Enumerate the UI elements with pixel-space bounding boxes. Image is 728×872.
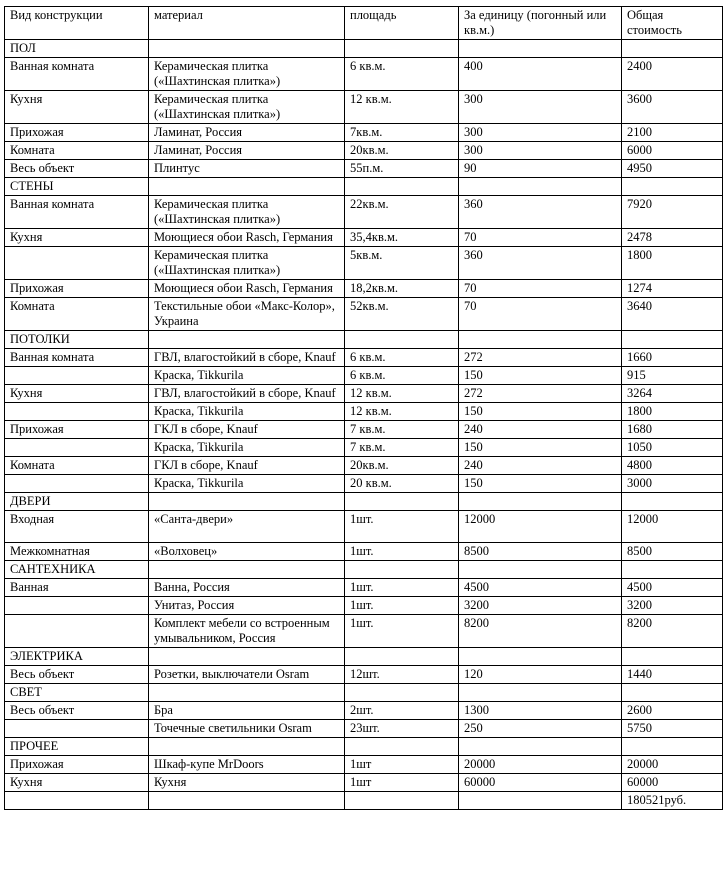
cell-total-cost: 1440 xyxy=(622,666,723,684)
cell-construction-type: Кухня xyxy=(5,774,149,792)
cell-area: 1шт. xyxy=(345,579,459,597)
section-title: ПОТОЛКИ xyxy=(5,331,149,349)
cell-unit-price: 12000 xyxy=(459,511,622,543)
empty-cell xyxy=(345,738,459,756)
empty-cell xyxy=(459,331,622,349)
cell-area: 7 кв.м. xyxy=(345,421,459,439)
cell-total-cost: 4950 xyxy=(622,160,723,178)
cell-unit-price: 4500 xyxy=(459,579,622,597)
empty-cell xyxy=(149,178,345,196)
cell-material: Краска, Tikkurila xyxy=(149,367,345,385)
cell-unit-price: 240 xyxy=(459,421,622,439)
cell-unit-price: 70 xyxy=(459,298,622,331)
empty-cell xyxy=(149,331,345,349)
empty-cell xyxy=(459,738,622,756)
cell-material: Шкаф-купе MrDoors xyxy=(149,756,345,774)
cell-material: Керамическая плитка («Шахтинская плитка») xyxy=(149,196,345,229)
section-row xyxy=(5,738,723,756)
cell-total-cost: 4800 xyxy=(622,457,723,475)
empty-cell xyxy=(149,684,345,702)
cell-material: Краска, Tikkurila xyxy=(149,475,345,493)
table-row xyxy=(5,774,723,792)
cell-construction-type xyxy=(5,615,149,648)
cell-material: Плинтус xyxy=(149,160,345,178)
header-total-cost: Общая стоимость xyxy=(622,7,723,40)
header-material: материал xyxy=(149,7,345,40)
empty-cell xyxy=(345,648,459,666)
cell-area: 6 кв.м. xyxy=(345,349,459,367)
section-title: САНТЕХНИКА xyxy=(5,561,149,579)
cell-total-cost: 3000 xyxy=(622,475,723,493)
cell-construction-type xyxy=(5,247,149,280)
cell-area: 1шт xyxy=(345,756,459,774)
cell-total-cost: 1800 xyxy=(622,247,723,280)
cell-material: Краска, Tikkurila xyxy=(149,439,345,457)
cell-material: Ванна, Россия xyxy=(149,579,345,597)
cell-area: 2шт. xyxy=(345,702,459,720)
empty-cell xyxy=(459,40,622,58)
table-row xyxy=(5,160,723,178)
section-row xyxy=(5,493,723,511)
table-row xyxy=(5,91,723,124)
cell-unit-price: 300 xyxy=(459,142,622,160)
cell-unit-price: 150 xyxy=(459,475,622,493)
cell-material: Керамическая плитка («Шахтинская плитка») xyxy=(149,58,345,91)
cell-unit-price: 240 xyxy=(459,457,622,475)
cell-area: 1шт xyxy=(345,774,459,792)
cell-total-cost: 2400 xyxy=(622,58,723,91)
section-row xyxy=(5,331,723,349)
cell-total-cost: 1680 xyxy=(622,421,723,439)
table-body xyxy=(5,40,723,810)
table-row xyxy=(5,702,723,720)
table-row xyxy=(5,720,723,738)
cell-unit-price: 272 xyxy=(459,349,622,367)
section-row xyxy=(5,648,723,666)
cell-unit-price: 60000 xyxy=(459,774,622,792)
cell-area: 52кв.м. xyxy=(345,298,459,331)
table-row xyxy=(5,756,723,774)
table-row xyxy=(5,196,723,229)
cell-material: Краска, Tikkurila xyxy=(149,403,345,421)
table-row xyxy=(5,349,723,367)
cell-material: ГВЛ, влагостойкий в сборе, Knauf xyxy=(149,385,345,403)
table-row xyxy=(5,597,723,615)
table-row xyxy=(5,475,723,493)
cell-material: ГКЛ в сборе, Knauf xyxy=(149,457,345,475)
cell-construction-type: Кухня xyxy=(5,385,149,403)
cell-construction-type: Межкомнатная xyxy=(5,543,149,561)
cell-construction-type: Комната xyxy=(5,142,149,160)
cell-construction-type: Кухня xyxy=(5,229,149,247)
cell-material: Унитаз, Россия xyxy=(149,597,345,615)
cell-unit-price: 8200 xyxy=(459,615,622,648)
table-row xyxy=(5,385,723,403)
cell-unit-price: 272 xyxy=(459,385,622,403)
table-row xyxy=(5,367,723,385)
cell-construction-type: Ванная xyxy=(5,579,149,597)
cell-unit-price: 1300 xyxy=(459,702,622,720)
cell-total-cost: 1660 xyxy=(622,349,723,367)
table-row xyxy=(5,579,723,597)
table-row xyxy=(5,403,723,421)
cell-total-cost: 3200 xyxy=(622,597,723,615)
cell-total-cost: 8500 xyxy=(622,543,723,561)
cell-construction-type xyxy=(5,597,149,615)
table-row xyxy=(5,421,723,439)
cell-unit-price: 3200 xyxy=(459,597,622,615)
cell-area: 7кв.м. xyxy=(345,124,459,142)
cell-material: Бра xyxy=(149,702,345,720)
cell-total-cost: 3640 xyxy=(622,298,723,331)
cell-area xyxy=(345,792,459,810)
empty-cell xyxy=(345,684,459,702)
header-row xyxy=(5,7,723,40)
header-construction-type: Вид конструкции xyxy=(5,7,149,40)
table-row xyxy=(5,792,723,810)
cell-area: 18,2кв.м. xyxy=(345,280,459,298)
cell-area: 20кв.м. xyxy=(345,457,459,475)
section-title: ДВЕРИ xyxy=(5,493,149,511)
cell-unit-price: 150 xyxy=(459,403,622,421)
cell-material xyxy=(149,792,345,810)
cell-material: ГКЛ в сборе, Knauf xyxy=(149,421,345,439)
empty-cell xyxy=(149,561,345,579)
empty-cell xyxy=(622,561,723,579)
cell-area: 7 кв.м. xyxy=(345,439,459,457)
section-row xyxy=(5,178,723,196)
cell-construction-type xyxy=(5,403,149,421)
cell-construction-type: Прихожая xyxy=(5,124,149,142)
cell-material: Моющиеся обои Rasch, Германия xyxy=(149,229,345,247)
table-row xyxy=(5,511,723,543)
cell-unit-price: 360 xyxy=(459,247,622,280)
cell-unit-price: 70 xyxy=(459,280,622,298)
section-row xyxy=(5,561,723,579)
cell-area: 23шт. xyxy=(345,720,459,738)
cell-area: 55п.м. xyxy=(345,160,459,178)
cell-area: 6 кв.м. xyxy=(345,367,459,385)
cell-unit-price: 8500 xyxy=(459,543,622,561)
table-row xyxy=(5,142,723,160)
cell-total-cost: 2100 xyxy=(622,124,723,142)
section-title: ЭЛЕКТРИКА xyxy=(5,648,149,666)
section-title: ПРОЧЕЕ xyxy=(5,738,149,756)
cell-total-cost: 6000 xyxy=(622,142,723,160)
empty-cell xyxy=(622,738,723,756)
empty-cell xyxy=(345,40,459,58)
cell-material: Кухня xyxy=(149,774,345,792)
cell-area: 22кв.м. xyxy=(345,196,459,229)
empty-cell xyxy=(345,561,459,579)
cell-unit-price: 300 xyxy=(459,91,622,124)
empty-cell xyxy=(149,648,345,666)
cell-total-cost: 1050 xyxy=(622,439,723,457)
cell-material: Моющиеся обои Rasch, Германия xyxy=(149,280,345,298)
table-row xyxy=(5,298,723,331)
empty-cell xyxy=(345,331,459,349)
cell-unit-price xyxy=(459,792,622,810)
empty-cell xyxy=(459,493,622,511)
cell-construction-type: Прихожая xyxy=(5,280,149,298)
cell-area: 20кв.м. xyxy=(345,142,459,160)
cost-table xyxy=(4,6,723,810)
cell-area: 6 кв.м. xyxy=(345,58,459,91)
table-row xyxy=(5,247,723,280)
cell-total-cost: 2478 xyxy=(622,229,723,247)
empty-cell xyxy=(149,738,345,756)
table-row xyxy=(5,58,723,91)
cell-total-cost: 7920 xyxy=(622,196,723,229)
section-title: СВЕТ xyxy=(5,684,149,702)
section-title: СТЕНЫ xyxy=(5,178,149,196)
cell-construction-type xyxy=(5,475,149,493)
cell-unit-price: 150 xyxy=(459,439,622,457)
table-row xyxy=(5,615,723,648)
cell-material: Керамическая плитка («Шахтинская плитка») xyxy=(149,91,345,124)
cell-construction-type: Весь объект xyxy=(5,160,149,178)
cell-area: 35,4кв.м. xyxy=(345,229,459,247)
cell-construction-type xyxy=(5,367,149,385)
cell-total-cost: 12000 xyxy=(622,511,723,543)
cell-construction-type xyxy=(5,720,149,738)
cell-construction-type: Прихожая xyxy=(5,756,149,774)
cell-material: ГВЛ, влагостойкий в сборе, Knauf xyxy=(149,349,345,367)
empty-cell xyxy=(149,40,345,58)
cell-material: Текстильные обои «Макс-Колор», Украина xyxy=(149,298,345,331)
cell-construction-type: Ванная комната xyxy=(5,196,149,229)
cell-total-cost: 2600 xyxy=(622,702,723,720)
cell-construction-type: Комната xyxy=(5,457,149,475)
cell-material: «Волховец» xyxy=(149,543,345,561)
empty-cell xyxy=(459,648,622,666)
cell-material: Розетки, выключатели Osram xyxy=(149,666,345,684)
cell-total-cost: 915 xyxy=(622,367,723,385)
cell-unit-price: 360 xyxy=(459,196,622,229)
table-row xyxy=(5,124,723,142)
empty-cell xyxy=(459,178,622,196)
cell-unit-price: 300 xyxy=(459,124,622,142)
empty-cell xyxy=(622,178,723,196)
cell-unit-price: 250 xyxy=(459,720,622,738)
cell-area: 12 кв.м. xyxy=(345,403,459,421)
cell-area: 20 кв.м. xyxy=(345,475,459,493)
cell-total-cost: 1274 xyxy=(622,280,723,298)
cell-construction-type: Прихожая xyxy=(5,421,149,439)
cell-area: 1шт. xyxy=(345,615,459,648)
table-row xyxy=(5,439,723,457)
cell-total-cost: 8200 xyxy=(622,615,723,648)
cell-total-cost: 180521руб. xyxy=(622,792,723,810)
empty-cell xyxy=(622,331,723,349)
empty-cell xyxy=(345,178,459,196)
cell-construction-type: Комната xyxy=(5,298,149,331)
cell-material: Керамическая плитка («Шахтинская плитка») xyxy=(149,247,345,280)
table-row xyxy=(5,543,723,561)
cell-unit-price: 150 xyxy=(459,367,622,385)
cell-material: Точечные светильники Osram xyxy=(149,720,345,738)
cell-unit-price: 20000 xyxy=(459,756,622,774)
section-row xyxy=(5,684,723,702)
cell-unit-price: 70 xyxy=(459,229,622,247)
cell-construction-type xyxy=(5,792,149,810)
cell-construction-type: Весь объект xyxy=(5,702,149,720)
cell-construction-type: Весь объект xyxy=(5,666,149,684)
table-row xyxy=(5,229,723,247)
cell-unit-price: 90 xyxy=(459,160,622,178)
empty-cell xyxy=(149,493,345,511)
cell-material: Комплект мебели со встроенным умывальником, Россия xyxy=(149,615,345,648)
section-row xyxy=(5,40,723,58)
cell-total-cost: 60000 xyxy=(622,774,723,792)
cell-material: Ламинат, Россия xyxy=(149,142,345,160)
cell-construction-type: Ванная комната xyxy=(5,349,149,367)
cell-construction-type: Входная xyxy=(5,511,149,543)
section-title: ПОЛ xyxy=(5,40,149,58)
cell-construction-type: Ванная комната xyxy=(5,58,149,91)
cell-total-cost: 5750 xyxy=(622,720,723,738)
cell-material: Ламинат, Россия xyxy=(149,124,345,142)
cell-area: 1шт. xyxy=(345,543,459,561)
cell-area: 1шт. xyxy=(345,597,459,615)
empty-cell xyxy=(622,684,723,702)
cell-total-cost: 1800 xyxy=(622,403,723,421)
empty-cell xyxy=(345,493,459,511)
empty-cell xyxy=(622,648,723,666)
empty-cell xyxy=(459,684,622,702)
header-area: площадь xyxy=(345,7,459,40)
cell-area: 1шт. xyxy=(345,511,459,543)
header-unit-price: За единицу (погонный или кв.м.) xyxy=(459,7,622,40)
cell-total-cost: 3264 xyxy=(622,385,723,403)
empty-cell xyxy=(622,40,723,58)
cell-construction-type: Кухня xyxy=(5,91,149,124)
empty-cell xyxy=(459,561,622,579)
cell-total-cost: 4500 xyxy=(622,579,723,597)
table-row xyxy=(5,457,723,475)
cell-area: 5кв.м. xyxy=(345,247,459,280)
table-row xyxy=(5,280,723,298)
cell-area: 12 кв.м. xyxy=(345,91,459,124)
empty-cell xyxy=(622,493,723,511)
cell-construction-type xyxy=(5,439,149,457)
cell-unit-price: 120 xyxy=(459,666,622,684)
cell-area: 12 кв.м. xyxy=(345,385,459,403)
cell-total-cost: 20000 xyxy=(622,756,723,774)
cell-material: «Санта-двери» xyxy=(149,511,345,543)
cell-unit-price: 400 xyxy=(459,58,622,91)
cell-area: 12шт. xyxy=(345,666,459,684)
table-row xyxy=(5,666,723,684)
cell-total-cost: 3600 xyxy=(622,91,723,124)
